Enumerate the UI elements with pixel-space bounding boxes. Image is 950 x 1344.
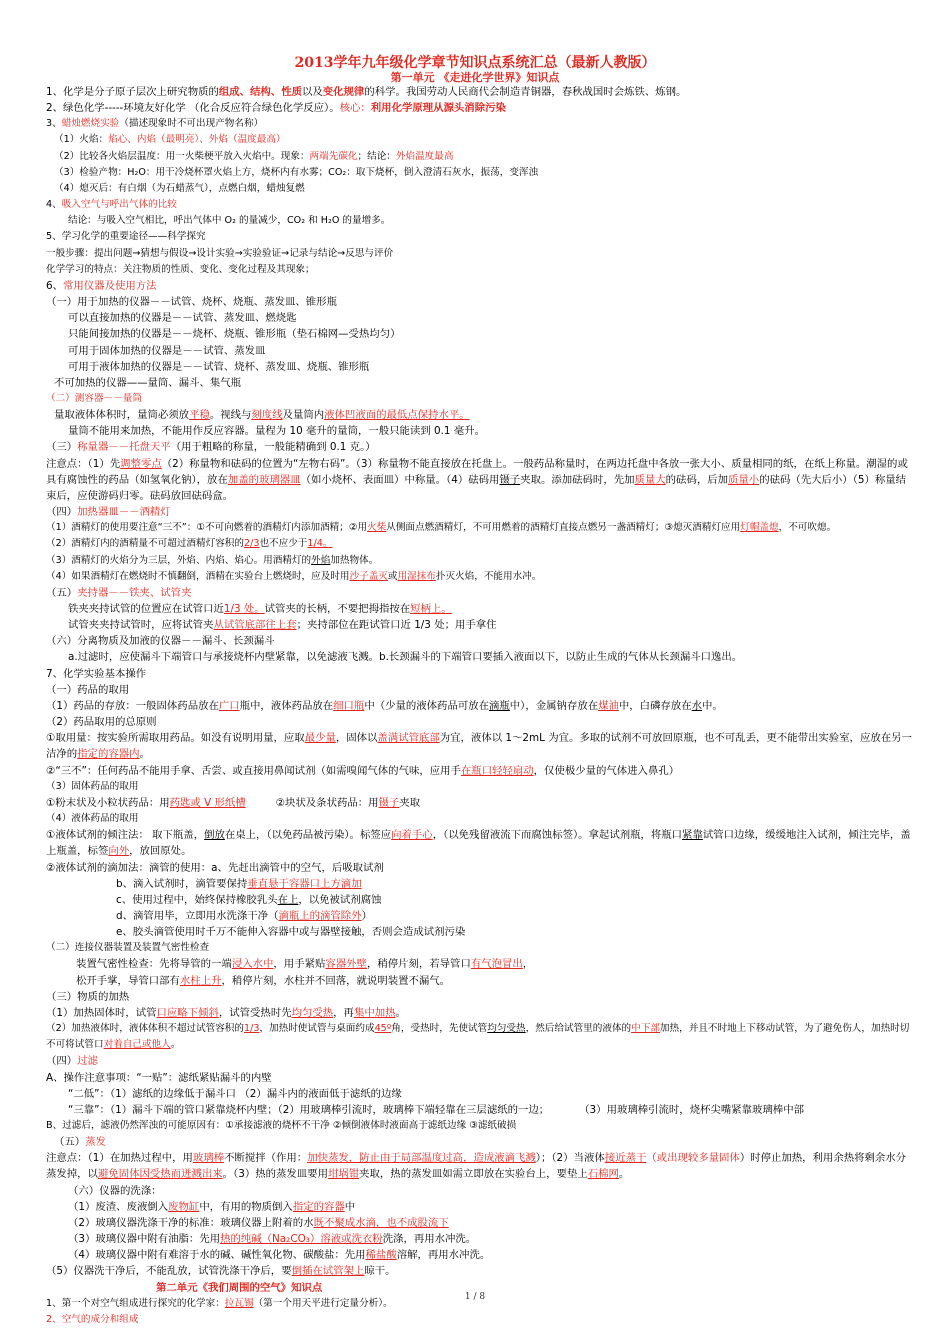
text-line: （一）用于加热的仪器－－试管、烧杯、烧瓶、蒸发皿、锥形瓶	[46, 296, 337, 309]
text-line: 可以直接加热的仪器是－－试管、蒸发皿、燃烧匙	[68, 312, 297, 325]
text-line: （三）物质的加热	[46, 990, 130, 1003]
text-line: 化学学习的特点：关注物质的性质、变化、变化过程及其现象；	[46, 263, 315, 275]
text-paragraph: （2）加热液体时，液体体积不超过试管容积的1/3，加热时使试管与桌面约成45º角，受热时，先使试管均匀受热，然后给试管里的液体的中下部加热，并且不时地上下移动试管，为了避免伤人，加热时切不可将试管口对着自己或他人。	[46, 1023, 910, 1051]
text-line: 结论：与吸入空气相比，呼出气体中 O₂ 的量减少，CO₂ 和 H₂O 的量增多。	[68, 215, 391, 227]
text-line: 3、蜡烛燃烧实验（描述现象时不可出现产物名称）	[46, 118, 264, 130]
text-line: （三）称量器－－托盘天平（用于粗略的称量，一般能精确到 0.1 克。）	[46, 441, 376, 454]
text-line: （2）酒精灯内的酒精量不可超过酒精灯容积的2/3也不应少于1/4。	[46, 538, 333, 550]
unit1-title: 第一单元 《走进化学世界》知识点	[390, 71, 560, 84]
text-line: a.过滤时，应使漏斗下端管口与承接烧杯内壁紧靠，以免滤液飞溅。b.长颈漏斗的下端管口要插入液面以下，以防止生成的气体从长颈漏斗口逸出。	[68, 651, 743, 664]
text-line: 6、常用仪器及使用方法	[46, 279, 157, 292]
text-line: （五）蒸发	[54, 1136, 106, 1149]
text-paragraph: ①液体试剂的倾注法： 取下瓶盖，倒放在桌上，（以免药品被污染）。标签应向着手心，（以免残留液流下而腐蚀标签）。拿起试剂瓶，将瓶口紧靠试管口边缘，缓缓地注入试剂，倾注完毕，盖上瓶盖，标签向外，放回原处。	[46, 829, 911, 858]
text-line: （2）药品取用的总原则	[46, 716, 157, 729]
text-line: 2、空气的成分和组成	[46, 1313, 139, 1325]
text-line: e、胶头滴管使用时千万不能伸入容器中或与器壁接触，否则会造成试剂污染	[116, 926, 466, 939]
text-paragraph: ①取用量：按实验所需取用药品。如没有说明用量，应取最少量，固体以盖满试管底部为宜，液体以 1～2mL 为宜。多取的试剂不可放回原瓶，也不可乱丢，更不能带出实验室，应放在另一洁净的指定的容器内。	[46, 732, 912, 761]
text-line: （二）连接仪器装置及装置气密性检查	[46, 942, 210, 954]
document-title: 2013学年九年级化学章节知识点系统汇总（最新人教版）	[294, 55, 656, 71]
document-body	[46, 84, 916, 1328]
text-paragraph: （1）酒精灯的使用要注意“三不”：①不可向燃着的酒精灯内添加酒精；②用火柴从侧面点燃酒精灯，不可用燃着的酒精灯直接点燃另一盏酒精灯；③熄灭酒精灯应用灯帽盖熄，不可吹熄。	[46, 522, 837, 534]
text-line: ①粉末状及小粒状药品：用药匙或 V 形纸槽 ②块状及条状药品：用镊子夹取	[46, 796, 421, 809]
unit2-title: 第二单元《我们周围的空气》知识点	[156, 1281, 323, 1294]
text-line: （六）分离物质及加液的仪器－－漏斗、长颈漏斗	[46, 635, 275, 648]
text-line: B、过滤后，滤液仍然浑浊的可能原因有：①承接滤液的烧杯不干净 ②倾倒液体时液面高于滤纸边缘 ③滤纸破损	[46, 1120, 517, 1131]
text-line: ②“三不”：任何药品不能用手拿、舌尝、或直接用鼻闻试剂（如需嗅闻气体的气味，应用手在瓶口轻轻扇动，仅使极少量的气体进入鼻孔）	[46, 764, 680, 777]
text-line: 可用于液体加热的仪器是－－试管、烧杯、蒸发皿、烧瓶、锥形瓶	[68, 360, 370, 373]
text-line: （五）夹持器－－铁夹、试管夹	[46, 586, 192, 599]
text-line: （4）玻璃仪器中附有难溶于水的碱、碱性氧化物、碳酸盐：先用稀盐酸溶解，再用水冲洗。	[68, 1249, 491, 1262]
text-line: （1）药品的存放：一般固体药品放在广口瓶中，液体药品放在细口瓶中（少量的液体药品可放在滴瓶中），金属钠存放在煤油中，白磷存放在水中。	[46, 699, 723, 712]
text-paragraph: 装置气密性检查：先将导管的一端浸入水中，用手紧贴容器外壁，稍停片刻，若导管口有气泡冒出，松开手掌，导管口部有水柱上升，稍停片刻，水柱并不回落，就说明装置不漏气。	[76, 958, 534, 987]
text-line: 铁夹夹持试管的位置应在试管口近1/3 处。试管夹的长柄，不要把拇指按在短柄上。	[68, 603, 452, 615]
text-line: 1、化学是分子原子层次上研究物质的组成、结构、性质以及变化规律的科学。我国劳动人民商代会制造青铜器，春秋战国时会炼铁、炼钢。	[46, 86, 687, 98]
text-line: A、操作注意事项：“一贴”：滤纸紧贴漏斗的内壁	[46, 1071, 272, 1084]
text-line: （3）玻璃仪器中附有油脂：先用热的纯碱（Na₂CO₃）溶液或洗衣粉洗涤，再用水冲洗。	[68, 1233, 477, 1246]
text-line: （3）酒精灯的火焰分为三层，外焰、内焰、焰心。用酒精灯的外焰加热物体。	[46, 554, 379, 566]
text-line: 7、化学实验基本操作	[46, 667, 147, 680]
text-line: ②液体试剂的滴加法：滴管的使用：a、先赶出滴管中的空气，后吸取试剂	[46, 861, 384, 874]
text-line: 量筒不能用来加热，不能用作反应容器。量程为 10 毫升的量筒，一般只能读到 0.1 毫升。	[68, 425, 486, 438]
text-line: 不可加热的仪器——量筒、漏斗、集气瓶	[54, 376, 242, 389]
text-line: 4、吸入空气与呼出气体的比较	[46, 199, 177, 211]
text-line: （4）如果酒精灯在燃烧时不慎翻倒，酒精在实验台上燃烧时，应及时用沙子盖灭或用湿抹布扑灭火焰，不能用水冲。	[46, 570, 542, 582]
text-line: （六）仪器的洗涤：	[68, 1184, 162, 1197]
text-line: “三靠”：（1）漏斗下端的管口紧靠烧杯内壁；（2）用玻璃棒引流时，玻璃棒下端轻靠在三层滤纸的一边； （3）用玻璃棒引流时，烧杯尖嘴紧靠玻璃棒中部	[68, 1103, 804, 1116]
text-line: 1、第一个对空气组成进行探究的化学家：拉瓦锡（第一个用天平进行定量分析）。	[46, 1297, 393, 1309]
text-line: （5）仪器洗干净后，不能乱放，试管洗涤干净后，要倒插在试管架上晾干。	[46, 1265, 396, 1278]
text-line: 2、绿色化学-----环境友好化学 （化合反应符合绿色化学反应）。核心：利用化学原理从源头消除污染	[46, 102, 506, 115]
text-line: （四）加热器皿－－酒精灯	[46, 506, 171, 519]
text-line: （一）药品的取用	[46, 683, 130, 696]
text-line: （2）玻璃仪器洗涤干净的标准：玻璃仪器上附着的水既不聚成水滴，也不成股流下	[68, 1216, 449, 1229]
text-line: （4）熄灭后：有白烟（为石蜡蒸气），点燃白烟，蜡烛复燃	[54, 182, 305, 194]
text-line: （四）过滤	[46, 1055, 98, 1068]
text-paragraph: 注意点：（1）在加热过程中，用玻璃棒不断搅拌（作用：加快蒸发，防止由于局部温度过高，造成液滴飞溅）；（2）当液体接近蒸干（或出现较多量固体）时停止加热，利用余热将剩余水分蒸发掉，以避免固体因受热而迸溅出来。（3）热的蒸发皿要用坩埚钳夹取，热的蒸发皿如需立即放在实验台上，要垫上石棉网。	[46, 1152, 907, 1181]
text-line: （二）测容器－－量筒	[46, 392, 142, 404]
text-line: 5、学习化学的重要途径——科学探究	[46, 231, 206, 243]
text-line: （1）加热固体时，试管口应略下倾斜，试管受热时先均匀受热，再集中加热。	[46, 1006, 406, 1019]
text-line: 可用于固体加热的仪器是－－试管、蒸发皿	[68, 344, 266, 357]
text-line: （3）固体药品的取用	[46, 780, 139, 792]
page-number: 1 / 8	[464, 1292, 486, 1302]
text-line: “二低”：（1）滤纸的边缘低于漏斗口 （2）漏斗内的液面低于滤纸的边缘	[68, 1087, 402, 1100]
text-line: （1）火焰：焰心、内焰（最明亮）、外焰（温度最高）	[54, 134, 286, 146]
text-line: 试管夹夹持试管时，应将试管夹从试管底部往上套；夹持部位在距试管口近 1/3 处；用手拿住	[68, 619, 497, 632]
text-line: （4）液体药品的取用	[46, 813, 139, 825]
text-line: （3）检验产物：H₂O：用干冷烧杯罩火焰上方，烧杯内有水雾；CO₂：取下烧杯，倒入澄清石灰水，振荡，变浑浊	[54, 166, 539, 178]
text-line: 量取液体体积时，量筒必须放平稳。视线与刻度线及量筒内液体凹液面的最低点保持水平。	[54, 409, 470, 422]
text-line: （1）废渣、废液倒入废物缸中，有用的物质倒入指定的容器中	[68, 1200, 356, 1213]
text-paragraph: 注意点：（1）先调整零点（2）称量物和砝码的位置为“左物右码”。（3）称量物不能直接放在托盘上。一般药品称量时，在两边托盘中各放一张大小、质量相同的纸，在纸上称量。潮湿的或具有腐蚀性的药品（如氢氧化钠），放在加盖的玻璃器皿（如小烧杯、表面皿）中称量。（4）砝码用镊子夹取。添加砝码时，先加质量大的砝码，后加质量小的砝码（先大后小）（5）称量结束后，应使游码归零。砝码放回砝码盒。	[46, 457, 908, 502]
text-line: 只能间接加热的仪器是－－烧杯、烧瓶、锥形瓶（垫石棉网—受热均匀）	[68, 328, 401, 341]
text-line: c、使用过程中，始终保持橡胶乳头在上，以免被试剂腐蚀	[116, 893, 382, 906]
text-line: 一般步骤：提出问题→猜想与假设→设计实验→实验验证→记录与结论→反思与评价	[46, 247, 394, 259]
text-line: （2）比较各火焰层温度：用一火柴梗平放入火焰中。现象：两端先碳化；结论：外焰温度最高	[54, 150, 454, 162]
text-line: b、滴入试剂时，滴管要保持垂直悬于容器口上方滴加	[116, 877, 362, 890]
text-line: d、滴管用毕，立即用水洗涤干净（滴瓶上的滴管除外）	[116, 909, 372, 922]
